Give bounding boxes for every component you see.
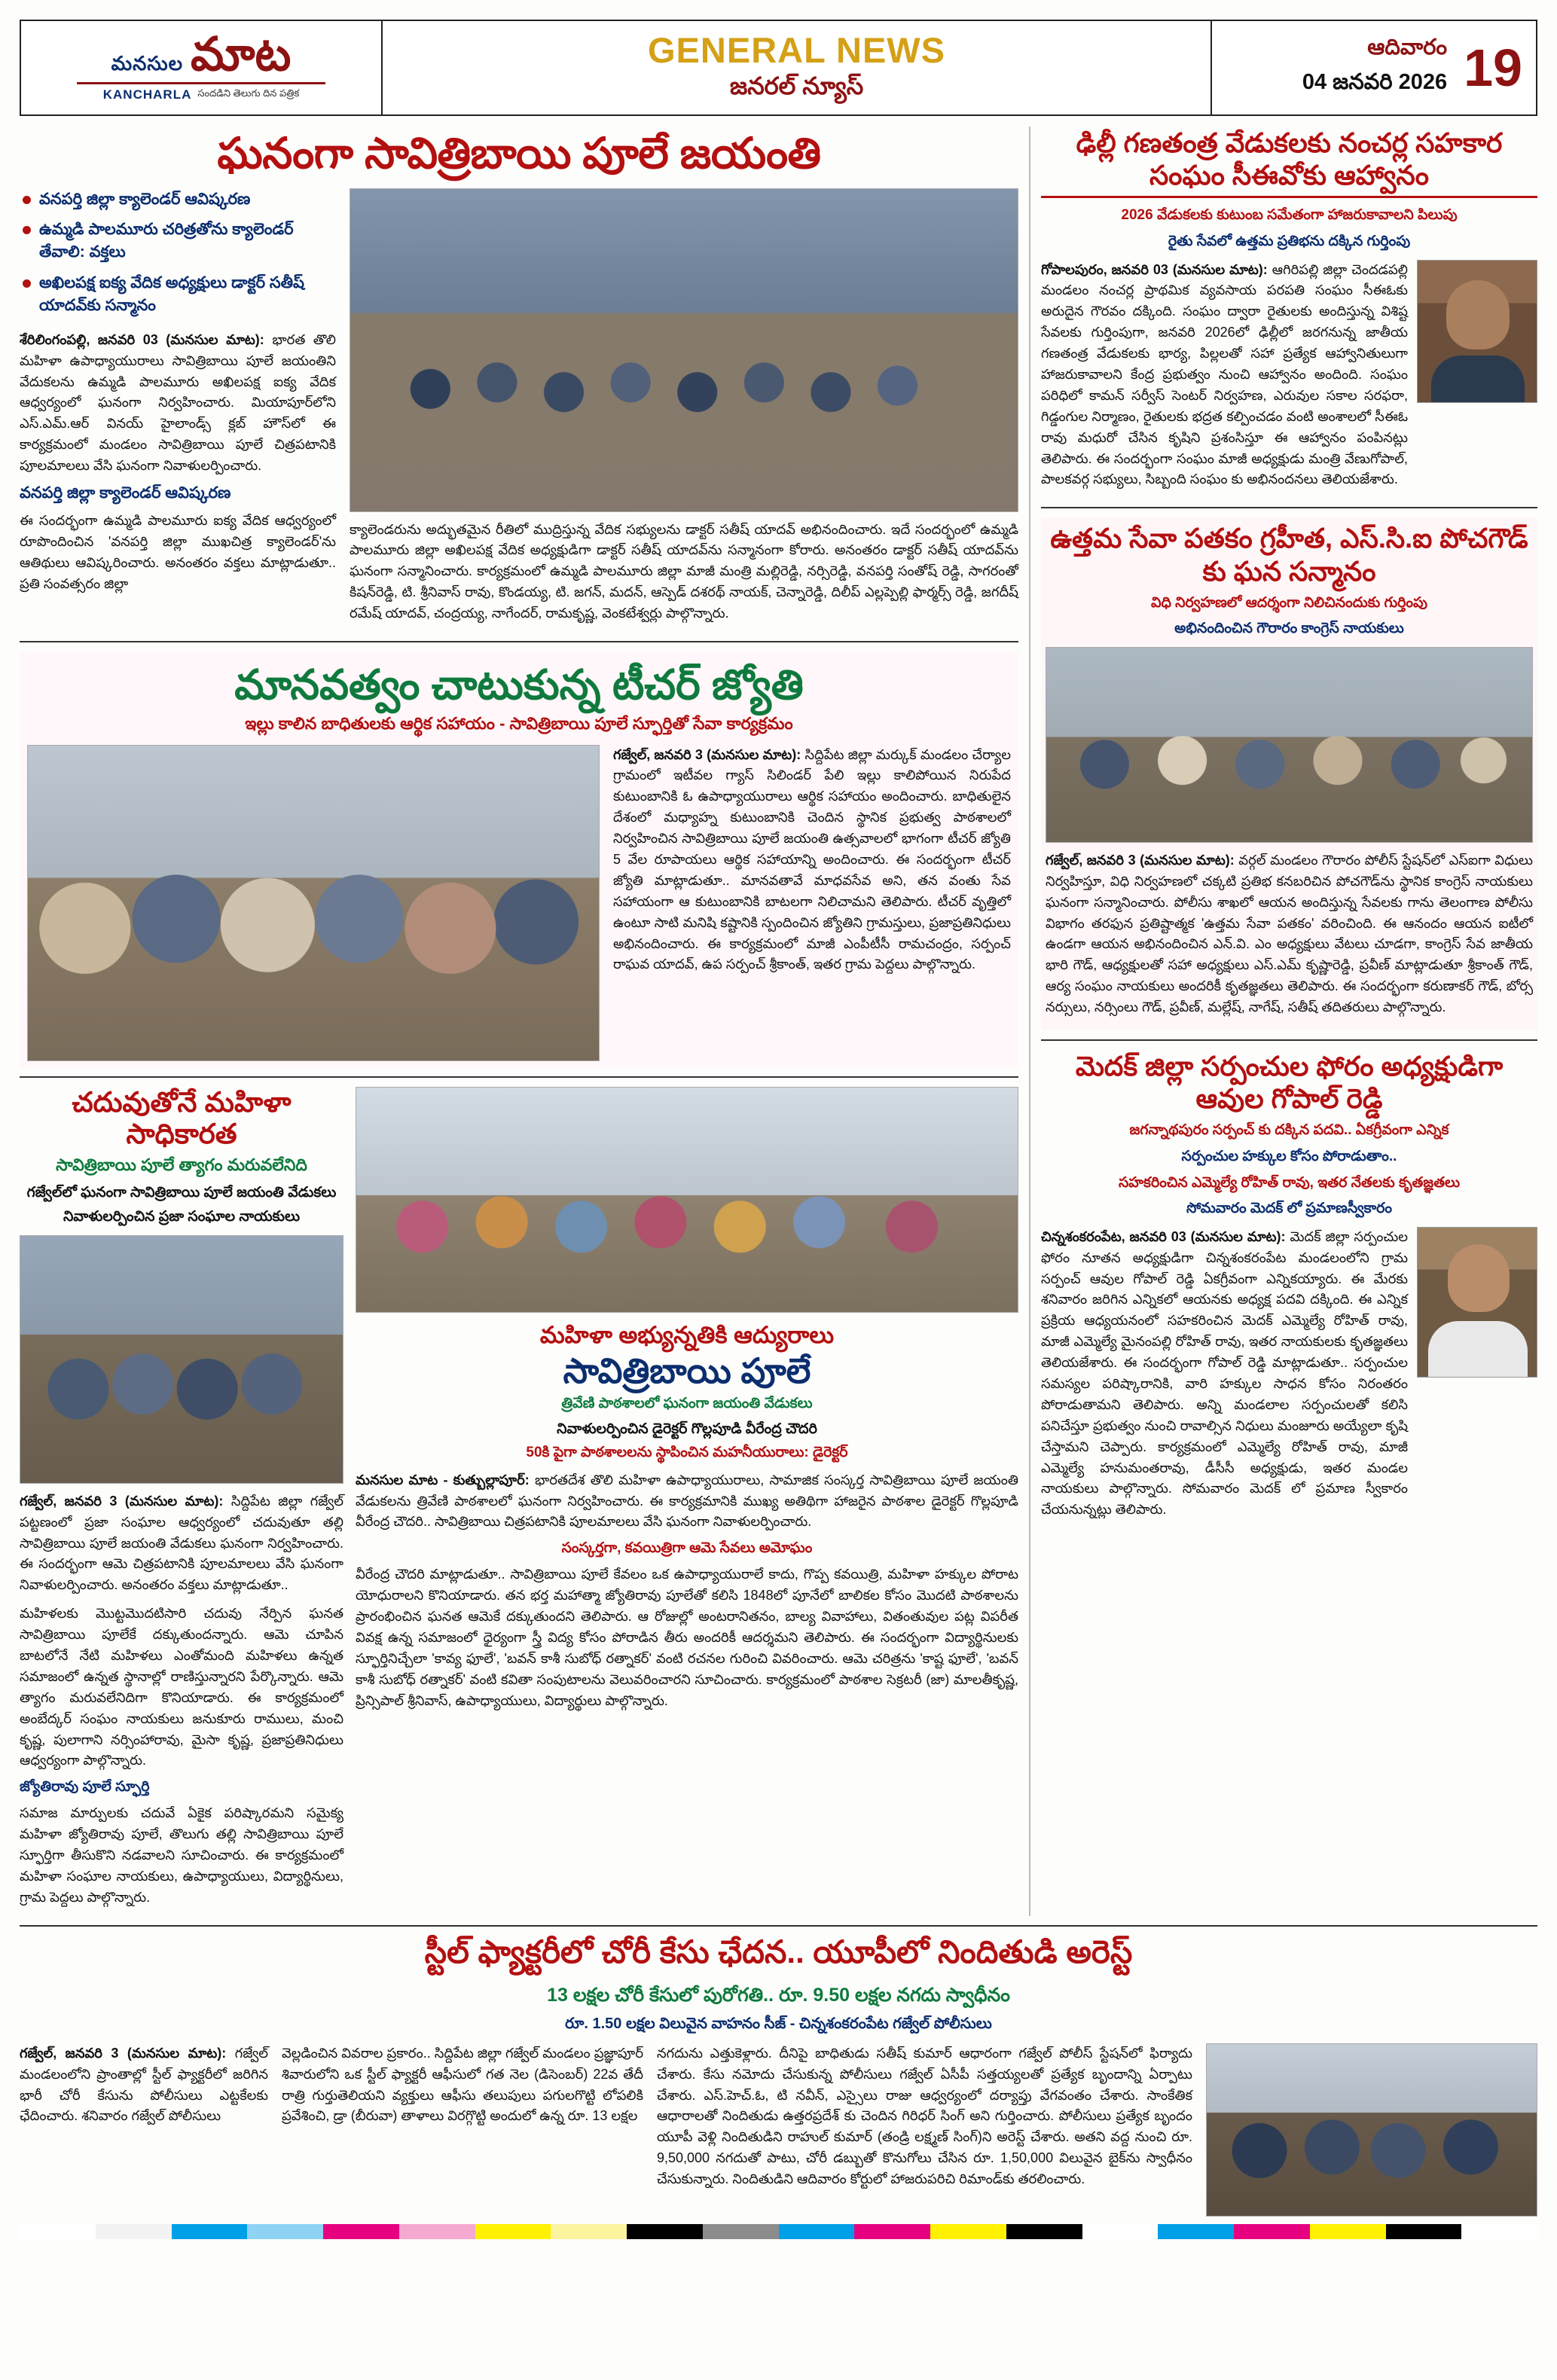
section-title-telugu: జనరల్ న్యూస్ xyxy=(729,72,864,99)
divider xyxy=(20,641,1018,642)
section2-body: సిద్దిపేట జిల్లా మర్కుక్ మండలం చేర్యాల గ్రామంలో ఇటీవల గ్యాస్ సిలిండర్ పేలి ఇల్లు కాలిపోయిన నిరుపేద కుటుంబానికి ఓ ఉపాధ్యాయురాలు ఆర్థిక సహాయం అందించారు. బాధితులైన దేశంలో మధ్యాహ్న కుటుంబానికి చెందిన స్థానిక ప్రభుత్వ పాఠశాలలో నిర్వహించిన సావిత్రిబాయి పూలే జయంతి ఉత్సవాలలో భాగంగా టీచర్ జ్యోతి 5 వేల రూపాయలు ఆర్థిక సహాయాన్ని అందించారు. ఈ సందర్భంగా టీచర్ జ్యోతి మాట్లాడుతూ.. మానవతావే మాధవసేవ అని, తన వంతు సేవ సహాయంగా ఆ కుటుంబానికి బాటలగా నిలిచామని తెలిపారు. టీచర్ వృత్తిలో ఉంటూ సాటి మనిషి కష్టానికి స్పందించిన జ్యోతిని గ్రామస్తులు, ప్రజాప్రతినిధులు అభినందించారు. ఈ కార్యక్రమంలో మాజీ ఎంపీటీసీ రామచంద్రం, సర్పంచ్ రాఘవ యాదవ్, ఉప సర్పంచ్ శ్రీకాంత్, ఇతర గ్రామ పెద్దలు పాల్గొన్నారు. xyxy=(613,746,1011,972)
lead-paragraph-3: క్యాలెండరును అద్భుతమైన రీతిలో ముద్రిస్తున్న వేదిక సభ్యులను డాక్టర్ సతీష్ యాదవ్ అభినందించారు. ఇదే సందర్భంలో ఉమ్మడి పాలమూరు జిల్లా అఖిలపక్ష వేదిక అధ్యక్షుడిగా డాక్టర్ సతీష్ యాదవ్‌ను సన్మానంగా కోరారు. అనంతరం డాక్టర్ సతీష్ యాదవ్‌ను ఘనంగా సన్మానించారు. కార్యక్రమంలో ఉమ్మడి పాలమూరు జిల్లా మాజీ మంత్రి మల్లిరెడ్డి, నర్సిరెడ్డి, వనపర్తి సంతోష్ రెడ్డి, సాగరంతో కిషన్‌రెడ్డి, టి. శ్రీనివాస్ రావు, కొండయ్య, టి. జగన్, మదన్, ఆస్పెడ్ దశరథ్ నాయక్, చెన్నారెడ్డి, దిలీప్ ఎల్లప్పెల్లి ఫార్మర్స్ రెడ్డి, జగదీష్ రమేష్ యాదవ్, చంద్రయ్య, నాగేందర్, రామకృష్ణ, వెంకటేశ్వర్లు పాల్గొన్నారు. xyxy=(350,521,1018,621)
bottom-headline: స్టీల్ ఫ్యాక్టరీలో చోరీ కేసు ఛేదన.. యూపీలో నిందితుడి అరెస్ట్ xyxy=(424,1933,1133,1970)
section4-headline: సావిత్రిబాయి పూలే xyxy=(563,1351,811,1391)
article-sarpanch-forum xyxy=(1041,1050,1537,1528)
lead-subheading: వనపర్తి జిల్లా క్యాలెండర్ ఆవిష్కరణ xyxy=(20,484,231,502)
section3-sub2: గజ్వేల్‌లో ఘనంగా సావిత్రిబాయి పూలే జయంతి వేడుకలు xyxy=(26,1184,337,1201)
dateline: మనసుల మాట - కుత్బుల్లాపూర్: xyxy=(356,1472,530,1488)
section3-sub1: సావిత్రిబాయి పూలే త్యాగం మరువలేనిది xyxy=(56,1155,307,1174)
article-teacher-jyothi xyxy=(20,651,1018,1067)
section4-sub3: 50కి పైగా పాఠశాలలను స్థాపించిన మహనీయురాలు: డైరెక్టర్ xyxy=(526,1444,848,1460)
section3-paragraph-1 xyxy=(20,1491,343,1596)
page-content xyxy=(20,127,1537,1916)
section-title-block xyxy=(383,21,1212,114)
divider xyxy=(1041,196,1537,198)
right1-sub2: రైతు సేవలో ఉత్తమ ప్రతిభను దక్కిన గుర్తింపు xyxy=(1168,233,1411,249)
article-lead xyxy=(20,130,1018,632)
divider xyxy=(20,1076,1018,1078)
section3-paragraph-3: సమాజ మార్పులకు చదువే ఏకైక పరిష్కారమని సమైక్య మహిళా జ్యోతిరావు పూలే, తొలుగు తల్లి సావిత్రిబాయి పూలే స్ఫూర్తిగా తీసుకొని నడవాలని సూచించారు. ఈ కార్యక్రమంలో మహిళా సంఘాల నాయకులు, ఉపాధ్యాయులు, విద్యార్థినులు, గ్రామ పెద్దలు పాల్గొన్నారు. xyxy=(20,1805,343,1905)
lead-paragraph-2: ఈ సందర్భంగా ఉమ్మడి పాలమూరు ఐక్య వేదిక ఆధ్వర్యంలో రూపొందించిన 'వనపర్తి జిల్లా ముఖచిత్ర క్యాలెండర్'ను ఆతిథులు ఆవిష్కరించారు. అనంతరం వక్తలు మాట్లాడుతూ.. ప్రతి సంవత్సరం జిల్లా xyxy=(20,512,336,591)
section3-headline: చదువుతోనే మహిళా సాధికారత xyxy=(72,1086,292,1150)
section4-sub2: నివాళులర్పించిన డైరెక్టర్ గొల్లపూడి వీరేంద్ర చౌదరి xyxy=(557,1421,817,1438)
section3-sub3: నివాళులర్పించిన ప్రజా సంఘాల నాయకులు xyxy=(63,1209,301,1225)
lead-headline: ఘనంగా సావిత్రిబాయి పూలే జయంతి xyxy=(217,130,821,178)
section3-subheading-green: జ్యోతిరావు పూలే స్ఫూర్తి xyxy=(20,1779,150,1796)
right3-sub1: జగన్నాథపురం సర్పంచ్ కు దక్కిన పదవి.. ఏకగ్రీవంగా ఎన్నిక xyxy=(1129,1122,1449,1139)
dateline: గజ్వేల్, జనవరి 3 (మనసుల మాట): xyxy=(20,2045,227,2061)
section4-body-1: భారతదేశ తొలి మహిళా ఉపాధ్యాయురాలు, సామాజిక సంస్కర్త సావిత్రిబాయి పూలే జయంతి వేడుకలను త్రివేణి పాఠశాలలో ఘనంగా నిర్వహించారు. ఈ కార్యక్రమానికి ముఖ్య అతిథిగా హాజరైన పాఠశాల డైరెక్టర్ గొల్లపూడి వీరేంద్ర చౌదరి.. సావిత్రిబాయి చిత్రపటానికి పూలమాలలు వేసి ఘనంగా నివాళులర్పించారు. xyxy=(356,1472,1018,1530)
lead-photo xyxy=(350,188,1018,512)
right3-headline: మెదక్ జిల్లా సర్పంచుల ఫోరం అధ్యక్షుడిగా ఆవుల గోపాల్ రెడ్డి xyxy=(1075,1051,1504,1115)
right1-body: ఆగిరిపల్లి జిల్లా చెందడపల్లి మండలం నంచర్ల ప్రాథమిక వ్యవసాయ పరపతి సంఘం సీఈఓకు అరుదైన గౌరవం దక్కింది. సంఘం ద్వారా రైతులకు అందిస్తున్న విశిష్ట సేవలకు గుర్తింపుగా, జనవరి 2026లో ఢిల్లీలో జరగనున్న జాతీయ గణతంత్ర వేడుకలకు భార్య, పిల్లలతో సహా ప్రత్యేక ఆహ్వానితులుగా హాజరుకావాలని కేంద్ర ప్రభుత్వం నుంచి ఆహ్వానం అందింది. సంఘం పరిధిలో కామన్ సర్వీస్ సెంటర్ నిర్వహణ, ఎరువుల సకాల సరఫరా, గిడ్డంగుల నిర్మాణం, రైతులకు భద్రత కల్పించడం వంటి అంశాలలో సీఈఓ రావు మధురో చేసిన కృషిని ప్రశంసిస్తూ ఈ ఆహ్వానం పంపినట్లు తెలిపారు. ఈ సందర్భంగా సంఘం మాజీ అధ్యక్షుడు మంత్రి వేణుగోపాల్, పాలకవర్గ సభ్యులు, సిబ్బంది సంఘం కు అభినందనలు తెలియజేశారు. xyxy=(1040,261,1408,487)
logo-divider xyxy=(77,82,325,84)
bottom-body-1: గజ్వేల్ మండలంలోని ప్రాంతాల్లో స్టీల్ ఫ్యాక్టరీలో జరిగిన భారీ చోరీ కేసును పోలీసులు ఎట్టకేలకు ఛేదించారు. శనివారం గజ్వేల్ పోలీసులు xyxy=(20,2045,268,2124)
section3-paragraph-2: మహిళలకు మొట్టమొదటిసారి చదువు నేర్పిన ఘనత సావిత్రిబాయి పూలేకే దక్కుతుందన్నారు. ఆమె చూపిన బాటలోనే నేటి మహిళలు ఎంతోమంది మహిళలు ఉన్నత సమాజంలో ఉన్నత స్థానాల్లో రాణిస్తున్నారని పేర్కొన్నారు. ఆమె త్యాగం మరువలేనిదిగా కొనియాడారు. ఈ కార్యక్రమంలో అంబేద్కర్ సంఘం నాయకులు జనుకూరు రాములు, మంచి కృష్ణ, పులాగాని నర్సింహారావు, మైసా కృష్ణ, ప్రజాప్రతినిధులు ఆధ్వర్యంగా పాల్గొన్నారు. xyxy=(20,1606,343,1768)
dateline: శేరిలింగంపల్లి, జనవరి 03 (మనసుల మాట): xyxy=(20,331,264,347)
logo-tagline: సందడిని తెలుగు దిన పత్రిక xyxy=(197,87,300,99)
right3-portrait-photo xyxy=(1417,1227,1537,1378)
bottom-photo-police xyxy=(1206,2043,1537,2217)
right3-sub2: సర్పంచుల హక్కుల కోసం పోరాడుతాం.. xyxy=(1181,1149,1397,1165)
divider xyxy=(1041,507,1537,508)
right3-body: మెదక్ జిల్లా సర్పంచుల ఫోరం నూతన అధ్యక్షుడిగా చిన్నశంకరంపేట మండలంలోని గ్రామ సర్పంచ్ ఆవుల గోపాల్ రెడ్డి ఏకగ్రీవంగా ఎన్నికయ్యారు. ఈ మేరకు శనివారం జరిగిన ఎన్నికలో ఆయనకు అధ్యక్ష పదవి దక్కింది. ఈ ఎన్నిక ప్రక్రియ ఆధ్యయనంలో సహకరించిన మెదక్ ఎమ్మెల్యే రోహిత్ రావు, మాజీ ఎమ్మెల్యే మైనంపల్లి రోహిత్ రావు, ఇతర నాయకులకు కృతజ్ఞతలు తెలియజేశారు. ఈ సందర్భంగా గోపాల్ రెడ్డి మాట్లాడుతూ.. సర్పంచుల సమస్యల పరిష్కారానికి, వారి హక్కుల సాధన కోసం నిరంతరం పోరాడుతామని తెలిపారు. అన్ని మండలాల సర్పంచులతో కలిసి పనిచేస్తూ ప్రభుత్వం నుంచి రావాల్సిన నిధులు మంజూరు అయ్యేలా కృషి చేస్తామని చెప్పారు. కార్యక్రమంలో ఎమ్మెల్యే రోహిత్ రావు, మాజీ ఎమ్మెల్యే హనుమంతరావు, డీసీసీ అధ్యక్షుడు, ఇతర మండల నాయకులు పాల్గొన్నారు. సోమవారం మెదక్ లో ప్రమాణ స్వీకారం చేయనున్నట్లు తెలిపారు. xyxy=(1040,1228,1408,1518)
print-registration-colorbar xyxy=(20,2224,1537,2239)
right2-body: వర్గల్ మండలం గౌరారం పోలీస్ స్టేషన్‌లో ఎస్‌ఐగా విధులు నిర్వహిస్తూ, విధి నిర్వహణలో చక్కటి ప్రతిభ కనబరిచిన పోచగౌడ్‌ను స్థానిక కాంగ్రెస్ నాయకులు ఘనంగా సన్మానించారు. పోలీసు శాఖలో ఆయన అందిస్తున్న సేవలకు గాను తెలంగాణ పోలీసు విభాగం తరఫున ప్రతిష్టాత్మక 'ఉత్తమ సేవా పతకం' వరించింది. ఈ ఆనందం ఆయన ఐటీలో ఉండగా ఆయన అభినందించిన ఎన్.వి. ఎం అధ్యక్షులు వేటలు చూడగా, కాంగ్రెస్ సేవ జాతీయ భారి గౌడ్, ఆధ్యక్షులతో సహా అధ్యక్షులు ఎస్.ఎమ్ కృష్ణారెడ్డి, ప్రవీణ్ మాట్లాడుతూ శ్రీకాంత్ గౌడ్, ఆర్య సంఘం నాయకులు అందరికీ కృతజ్ఞతలు తెలిపారు. ఈ సందర్భంగా కరుణాకర్ గౌడ్, బోర్స నర్సులు, నర్సింలు గౌడ్, ప్రవీణ్, మల్లేష్, నాగేష్, సతీష్ తదితరులు పాల్గొన్నారు. xyxy=(1045,852,1533,1015)
section4-paragraph-2: వీరేంద్ర చౌదరి మాట్లాడుతూ.. సావిత్రిబాయి పూలే కేవలం ఒక ఉపాధ్యాయురాలే కాదు, గొప్ప కవయిత్రి, మహిళా హక్కుల పోరాట యోధురాలని కొనియాడారు. తన భర్త మహాత్మా జ్యోతిరావు పూలేతో కలిసి 1848లో పూనేలో బాలికల కోసం మొదటి పాఠశాలను ప్రారంభించిన ఘనత ఆమెకే దక్కుతుందని తెలిపారు. ఆ రోజుల్లో అంటరానితనం, బాల్య వివాహాలు, వితంతువుల పట్ల విపరీత వివక్ష ఉన్న సమాజంలో ధైర్యంగా స్త్రీ విద్య కోసం పోరాడిన తీరు అందరికీ ఆదర్శమని తెలిపారు. ఈ సందర్భంగా విద్యార్థినులకు స్ఫూర్తినిచ్చేలా 'కావ్య ఫూలే', 'బవన్ కాశీ సుబోధ్ రత్నాకర్' వంటి రచనల గురించి వివరించారు. ఆమె చరిత్రను 'కాష్ట ఫూలే', 'బవన్ కాశీ సుబోధ్ రత్నాకర్' వంటి కవితా సంపుటాలను వెలువరించారని సూచించారు. కార్యక్రమంలో పాఠశాల సెక్రటరీ (జా) మాలతీకృష్ణ, ప్రిన్సిపాల్ శ్రీనివాస్, ఉపాధ్యాయులు, విద్యార్థులు పాల్గొన్నారు. xyxy=(356,1567,1018,1708)
dateline: గజ్వేల్, జనవరి 3 (మనసుల మాట): xyxy=(20,1493,224,1509)
right2-photo xyxy=(1046,647,1533,843)
section3-photo xyxy=(20,1235,343,1484)
section2-photo xyxy=(27,745,600,1061)
section-title-english: GENERAL NEWS xyxy=(648,30,945,70)
publication-logo xyxy=(21,21,383,114)
weekday-label: ఆదివారం xyxy=(1367,35,1448,60)
right2-sub2: అభినందించిన గౌరారం కాంగ్రెస్ నాయకులు xyxy=(1174,621,1404,637)
section4-sub1: త్రివేణి పాఠశాలలో ఘనంగా జయంతి వేడుకలు xyxy=(561,1396,813,1412)
article-steel-factory-theft xyxy=(20,1925,1537,2217)
right-column xyxy=(1029,127,1537,1916)
right2-paragraph xyxy=(1046,850,1533,1018)
list-item: అఖిలపక్ష ఐక్య వేదిక అధ్యక్షులు డాక్టర్ సతీష్ యాదవ్‌కు సన్మానం xyxy=(20,272,336,318)
page-number: 19 xyxy=(1464,38,1522,97)
section4-photo xyxy=(356,1087,1018,1313)
bottom-paragraph-3: నగదును ఎత్తుకెళ్లారు. దీనిపై బాధితుడు సతీష్ కుమార్ ఆధారంగా గజ్వేల్ పోలీస్ స్టేషన్‌లో ఫిర్యాదు చేశారు. కేసు నమోదు చేసుకున్న పోలీసులు గజ్వేల్ ఏసీపీ సత్తయ్యలతో ప్రత్యేక బృందాన్ని ఏర్పాటు చేశారు. ఎస్.హెచ్.ఓ, టి నవీన్, ఎస్సైలు రాజు ఆధ్వర్యంలో దర్యాప్తు వేగవంతం చేశారు. సాంకేతిక ఆధారాలతో నిందితుడు ఉత్తరప్రదేశ్ కు చెందిన గిరిధర్ సింగ్ అని గుర్తించారు. పోలీసులు ప్రత్యేక బృందం యూపీ వెళ్లి నిందితుడిని రాహుల్ కుమార్ (తండ్రి లక్ష్మణ్ సింగ్)ని అరెస్ట్ చేశారు. అతని వద్ద నుంచి రూ. 9,50,000 నగదుతో పాటు, చోరీ డబ్బుతో కొనుగోలు చేసిన రూ. 1,50,000 విలువైన బైక్‌ను స్వాధీనం చేసుకున్నారు. నిందితుడిని ఆదివారం కోర్టులో హాజరుపరిచి రిమాండ్‌కు తరలించారు. xyxy=(657,2045,1192,2187)
section4-paragraph-1 xyxy=(356,1470,1018,1533)
bottom-sub2: రూ. 1.50 లక్షల విలువైన వాహనం సీజ్ - చిన్నశంకరంపేట గజ్వేల్ పోలీసులు xyxy=(565,2015,992,2032)
article-women-empowerment xyxy=(20,1087,343,1916)
section4-kicker: మహిళా అభ్యున్నతికి ఆద్యురాలు xyxy=(539,1321,835,1348)
right3-paragraph xyxy=(1041,1227,1408,1521)
right1-headline: ఢిల్లీ గణతంత్ర వేడుకలకు నంచర్ల సహకార సంఘం సీఈవోకు ఆహ్వానం xyxy=(1076,127,1503,191)
section3-body-1: సిద్దిపేట జిల్లా గజ్వేల్ పట్టణంలో ప్రజా సంఘాల ఆధ్వర్యంలో చదువుతూ తల్లి సావిత్రిబాయి పూలే జయంతి వేడుకలు ఘనంగా నిర్వహించారు. ఈ సందర్భంగా ఆమె చిత్రపటానికి పూలమాలలు వేసి ఘనంగా నివాళులర్పించారు. అనంతరం వక్తలు మాట్లాడుతూ.. xyxy=(20,1493,343,1593)
dateline: చిన్నశంకరంపేట, జనవరి 03 (మనసుల మాట): xyxy=(1040,1228,1286,1244)
section2-headline: మానవత్వం చాటుకున్న టీచర్ జ్యోతి xyxy=(234,661,804,708)
bottom-paragraph-1 xyxy=(20,2043,268,2128)
lead-body-1: భారత తొలి మహిళా ఉపాధ్యాయురాలు సావిత్రిబాయి పూలే జయంతిని వేదుకలను ఉమ్మడి పాలమూరు అఖిలపక్ష ఐక్య వేదిక ఆధ్వర్యంలో ఘనంగా నిర్వహించారు. మియాపూర్‌లోని ఎస్.ఎమ్.ఆర్ వినయ్ హైలాండ్స్ క్లబ్ హౌస్‌లో ఈ కార్యక్రమంలో మండలం సావిత్రిబాయి పూలే చిత్రపటానికి పూలమాలలు వేసి ఘనంగా నివాళులర్పించారు. xyxy=(20,331,336,474)
list-item: ఉమ్మడి పాలమూరు చరిత్రతోను క్యాలెండర్ తేవాలి: వక్తలు xyxy=(20,218,336,264)
logo-small-text: మనసుల xyxy=(111,51,184,75)
right3-sub3: సహకరించిన ఎమ్మెల్యే రోహిత్ రావు, ఇతర నేతలకు కృతజ్ఞతలు xyxy=(1118,1174,1461,1191)
section2-paragraph xyxy=(613,745,1011,976)
right3-sub4: సోమవారం మెదక్ లో ప్రమాణస్వీకారం xyxy=(1186,1201,1393,1217)
section4-subheading-red: సంస్కర్తగా, కవయిత్రిగా ఆమె సేవలు అమోఘం xyxy=(561,1540,813,1557)
masthead xyxy=(20,20,1537,116)
article-savitribai-trivei xyxy=(356,1087,1018,1916)
dateline: గోపాలపురం, జనవరి 03 (మనసుల మాట): xyxy=(1040,261,1268,277)
dateline: గజ్వేల్, జనవరి 3 (మనసుల మాట): xyxy=(613,746,801,762)
right2-headline: ఉత్తమ సేవా పతకం గ్రహీత, ఎస్‌.సి‌.ఐ పోచగౌడ్ కు ఘన సన్మానం xyxy=(1050,523,1528,587)
dateline: గజ్వేల్, జనవరి 3 (మనసుల మాట): xyxy=(1045,852,1235,868)
right2-sub1: విధి నిర్వహణలో ఆదర్శంగా నిలిచినందుకు గుర్తింపు xyxy=(1150,594,1428,611)
article-delhi-invite xyxy=(1041,127,1537,498)
bottom-paragraph-2: వెల్లడించిన వివరాల ప్రకారం.. సిద్దిపేట జిల్లా గజ్వేల్ మండలం ప్రజ్ఞాపూర్ శివారులోని ఒక స్టీల్ ఫ్యాక్టరీ ఆఫీసులో గత నెల (డిసెంబర్) 22వ తేదీ రాత్రి గుర్తుతెలియని వ్యక్తులు ఆఫీసు తలుపులు పగులగొట్టి లోపలికి ప్రవేశించి, డ్రా (బీరువా) తాళాలు విరగ్గొట్టి అందులో ఉన్న రూ. 13 లక్షల xyxy=(282,2045,643,2124)
article-service-medal xyxy=(1041,517,1537,1030)
right1-sub1: 2026 వేడుకలకు కుటుంబ సమేతంగా హాజరుకావాలని పిలుపు xyxy=(1121,207,1458,224)
section2-subheadline: ఇల్లు కాలిన బాధితులకు ఆర్థిక సహాయం - సావిత్రిబాయి పూలే స్ఫూర్తితో సేవా కార్యక్రమం xyxy=(245,713,793,733)
list-item: వనపర్తి జిల్లా క్యాలెండర్ ఆవిష్కరణ xyxy=(20,188,336,211)
lead-bullet-list xyxy=(20,188,336,318)
date-label: 04 జనవరి 2026 xyxy=(1302,70,1448,94)
lead-paragraph-1 xyxy=(20,330,336,477)
divider xyxy=(1041,1039,1537,1041)
bottom-sub1: 13 లక్షల చోరీ కేసులో పురోగతి.. రూ. 9.50 లక్షల నగదు స్వాధీనం xyxy=(547,1984,1010,2006)
right1-portrait-photo xyxy=(1417,260,1537,403)
logo-kancharla-text: KANCHARLA xyxy=(102,87,192,102)
date-block xyxy=(1212,21,1536,114)
logo-main-text: మాట xyxy=(191,28,292,81)
lower-left-row xyxy=(20,1087,1018,1916)
right1-paragraph xyxy=(1041,260,1408,491)
left-column xyxy=(20,127,1018,1916)
